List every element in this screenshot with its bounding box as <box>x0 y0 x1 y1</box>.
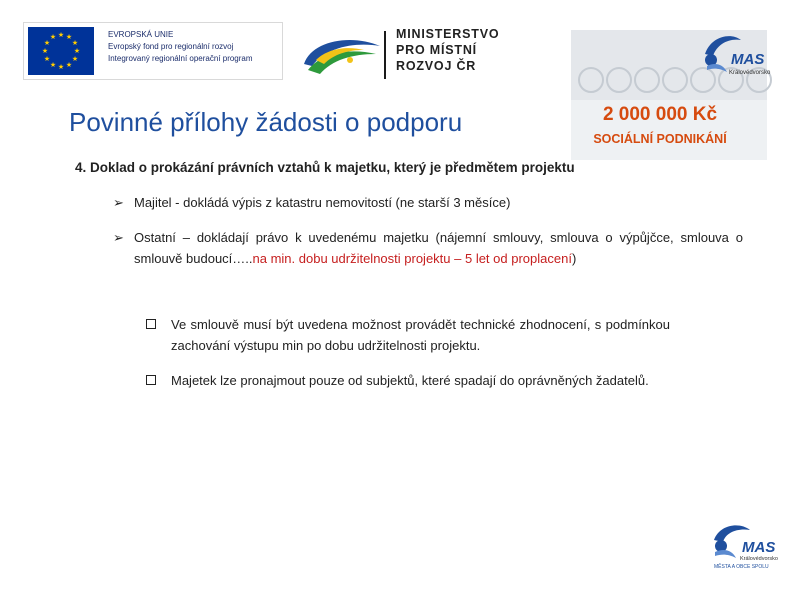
ministry-line1: MINISTERSTVO <box>396 27 500 41</box>
banner-subtitle: SOCIÁLNÍ PODNIKÁNÍ <box>593 132 727 146</box>
svg-text:★: ★ <box>57 31 65 39</box>
mas-logo <box>701 32 771 81</box>
eu-flag-icon <box>28 27 94 75</box>
list-item <box>113 227 743 269</box>
arrow-bullet-icon: ➢ <box>113 195 124 210</box>
svg-text:★: ★ <box>49 33 57 41</box>
footer-mas-region: Královédvorsko <box>740 556 778 562</box>
svg-text:★: ★ <box>65 61 73 69</box>
arrow-bullet-icon: ➢ <box>113 230 124 245</box>
mas-logo-region: Královédvorsko <box>729 70 771 76</box>
sub-list-item <box>146 314 670 356</box>
svg-text:★: ★ <box>65 33 73 41</box>
svg-text:★: ★ <box>49 61 57 69</box>
checkbox-bullet-icon <box>146 375 156 385</box>
ministry-line3: ROZVOJ ČR <box>396 59 477 73</box>
ministry-emblem-icon <box>302 30 382 76</box>
sub-list-item-text: Majetek lze pronajmout pouze od subjektů, které spadají do oprávněných žadatelů. <box>171 373 649 388</box>
footer-mas-tagline: MĚSTA A OBCE SPOLU <box>714 564 769 570</box>
list-item-text-after: ) <box>571 251 577 266</box>
footer-mas-logo-icon <box>710 524 780 570</box>
ministry-line2: PRO MÍSTNÍ <box>396 43 477 57</box>
footer-mas-logo <box>710 524 780 575</box>
ministry-logo-text <box>396 26 499 74</box>
svg-text:★: ★ <box>71 39 79 47</box>
eu-logo-line1: EVROPSKÁ UNIE <box>108 30 174 39</box>
eu-logo-line2: Evropský fond pro regionální rozvoj <box>108 42 234 51</box>
banner-amount: 2 000 000 Kč <box>602 104 718 125</box>
list-item-text-highlight: na min. dobu udržitelnosti projektu – 5 let od proplacení <box>252 251 572 266</box>
mas-logo-icon <box>701 32 771 76</box>
footer-mas-text: MAS <box>742 539 776 556</box>
eu-logo <box>23 22 283 80</box>
svg-text:★: ★ <box>43 55 51 63</box>
svg-text:★: ★ <box>41 47 49 55</box>
mas-logo-text: MAS <box>731 51 765 68</box>
list-item-text-before: Ostatní – dokládají právo k uvedenému majetku (nájemní smlouvy, smlouva o výpůjčce, smlouva o smlouvě budoucí….. <box>134 230 743 266</box>
svg-text:★: ★ <box>43 39 51 47</box>
svg-text:★: ★ <box>71 55 79 63</box>
page-title: Povinné přílohy žádosti o podporu <box>69 107 463 137</box>
svg-text:★: ★ <box>73 47 81 55</box>
social-business-banner <box>571 30 771 160</box>
eu-logo-line3: Integrovaný regionální operační program <box>108 54 253 63</box>
sub-list-item-text: Ve smlouvě musí být uvedena možnost provádět technické zhodnocení, s podmínkou zachování výstupu min po dobu udržitelnosti projektu. <box>171 317 670 353</box>
list-item-text: Majitel - dokládá výpis z katastru nemovitostí (ne starší 3 měsíce) <box>134 195 511 210</box>
svg-text:★: ★ <box>57 63 65 71</box>
section-heading: 4. Doklad o prokázání právních vztahů k majetku, který je předmětem projektu <box>75 160 575 175</box>
checkbox-bullet-icon <box>146 319 156 329</box>
list-item-text <box>134 227 743 269</box>
ministry-divider <box>384 31 386 79</box>
sub-list-item <box>146 370 670 391</box>
